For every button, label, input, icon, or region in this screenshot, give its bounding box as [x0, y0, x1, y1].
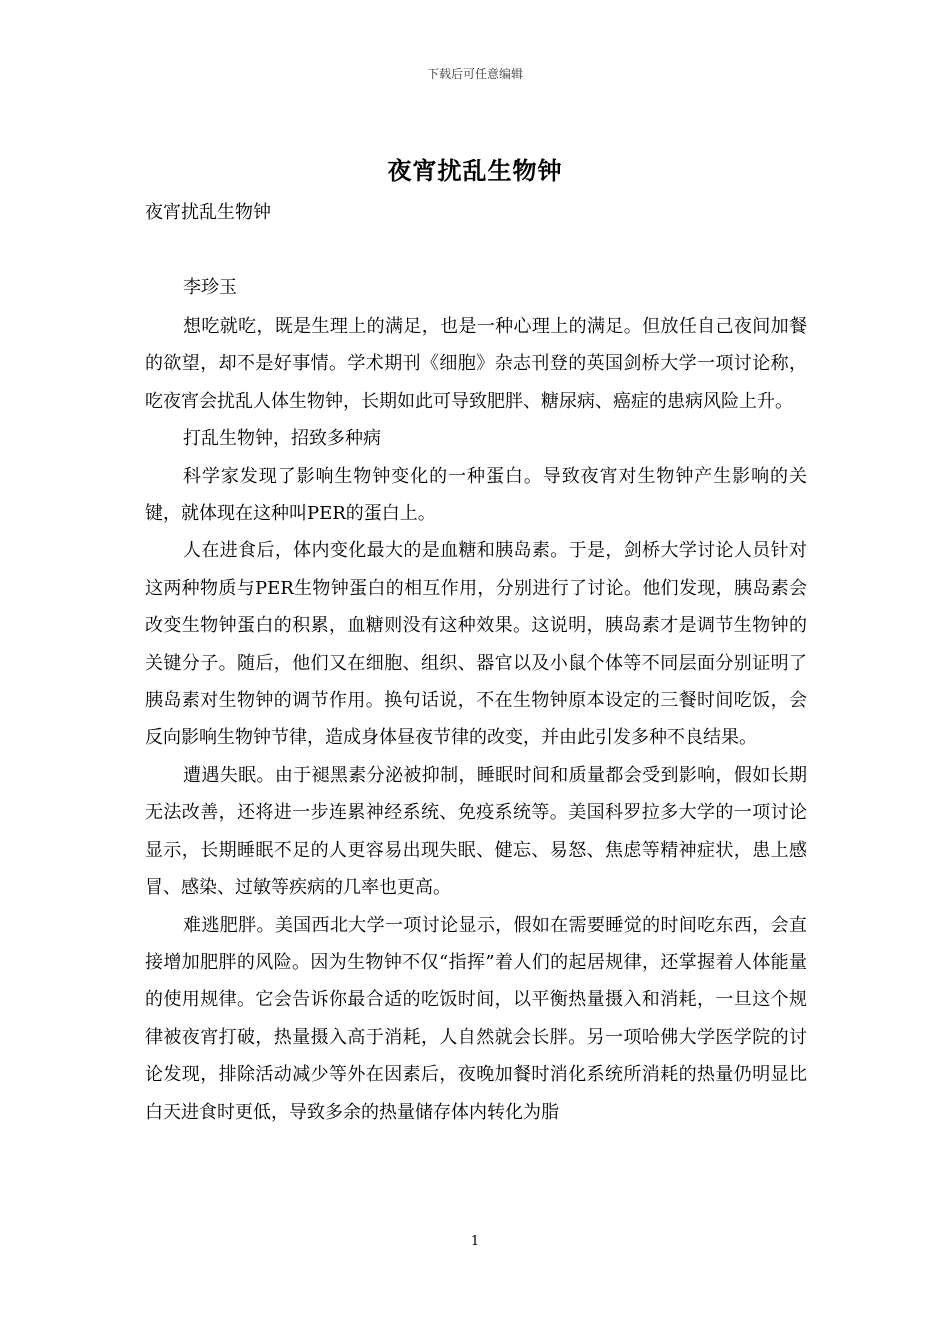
section-heading: 打乱生物钟，招致多种病	[183, 428, 381, 450]
paragraph-obesity: 难逃肥胖。美国西北大学一项讨论显示，假如在需要睡觉的时间吃东西，会直接增加肥胖的风险。因为生物钟不仅“指挥”着人们的起居规律，还掌握着人体能量的使用规律。它会告诉你最合适的吃饭时间，以平衡热量摄入和消耗，一旦这个规律被夜宵打破，热量摄入高于消耗，人自然就会长胖。另一项哈佛大学医学院的讨论发现，排除活动减少等外在因素后，夜晚加餐时消化系统所消耗的热量仍明显比白天进食时更低，导致多余的热量储存体内转化为脂	[145, 914, 807, 1123]
paragraph-intro: 想吃就吃，既是生理上的满足，也是一种心理上的满足。但放任自己夜间加餐的欲望，却不是好事情。学术期刊《细胞》杂志刊登的英国剑桥大学一项讨论称，吃夜宵会扰乱人体生物钟，长期如此可导致肥胖、糖尿病、癌症的患病风险上升。	[145, 316, 807, 412]
paragraph-insulin: 人在进食后，体内变化最大的是血糖和胰岛素。于是，剑桥大学讨论人员针对这两种物质与PER生物钟蛋白的相互作用，分别进行了讨论。他们发现，胰岛素会改变生物钟蛋白的积累，血糖则没有这种效果。这说明，胰岛素才是调节生物钟的关键分子。随后，他们又在细胞、组织、器官以及小鼠个体等不同层面分别证明了胰岛素对生物钟的调节作用。换句话说，不在生物钟原本设定的三餐时间吃饭，会反向影响生物钟节律，造成身体昼夜节律的改变，并由此引发多种不良结果。	[145, 540, 807, 749]
paragraph-insomnia: 遭遇失眠。由于褪黑素分泌被抑制，睡眠时间和质量都会受到影响，假如长期无法改善，还将进一步连累神经系统、免疫系统等。美国科罗拉多大学的一项讨论显示，长期睡眠不足的人更容易出现失眠、健忘、易怒、焦虑等精神症状，患上感冒、感染、过敏等疾病的几率也更高。	[145, 764, 807, 899]
page-header-note: 下载后可任意编辑	[426, 67, 523, 81]
paragraph-per-protein: 科学家发现了影响生物钟变化的一种蛋白。导致夜宵对生物钟产生影响的关键，就体现在这种叫PER的蛋白上。	[145, 465, 807, 525]
article-body	[145, 308, 807, 1131]
document-subtitle: 夜宵扰乱生物钟	[145, 202, 271, 223]
author-name: 李珍玉	[183, 277, 237, 298]
page-number: 1	[470, 1234, 480, 1249]
document-title: 夜宵扰乱生物钟	[387, 156, 563, 185]
